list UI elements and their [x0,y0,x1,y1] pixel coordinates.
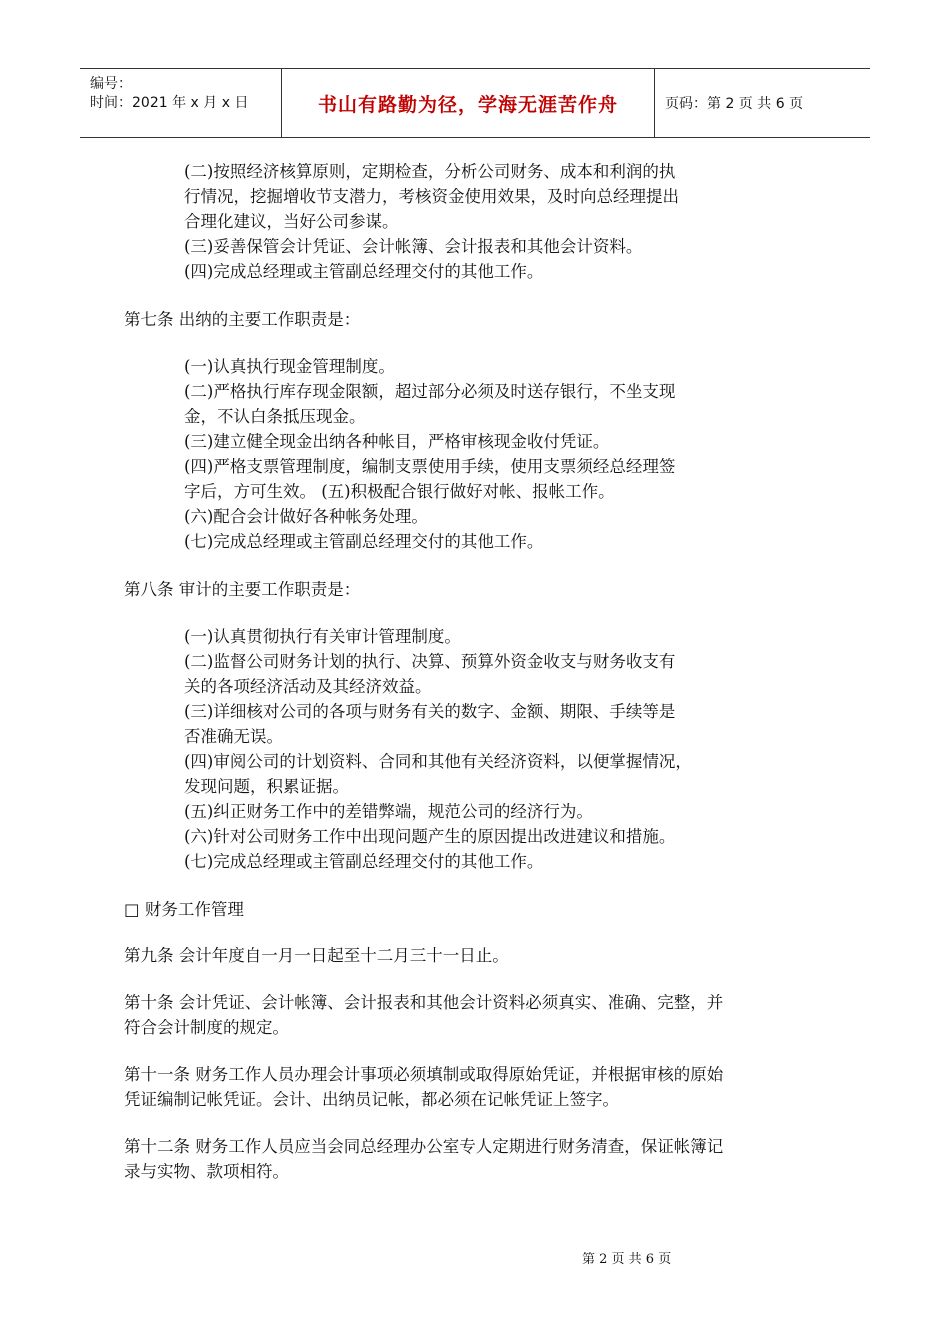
text-line: 否准确无误。 [184,727,283,746]
text-line: (五)纠正财务工作中的差错弊端，规范公司的经济行为。 [184,802,593,821]
article-paragraph: 第十条 会计凭证、会计帐簿、会计报表和其他会计资料必须真实、准确、完整，并 [124,993,724,1012]
text-line: (三)建立健全现金出纳各种帐目，严格审核现金收付凭证。 [184,432,610,451]
text-line: 符合会计制度的规定。 [124,1018,289,1037]
text-line: (六)配合会计做好各种帐务处理。 [184,507,428,526]
header-meta [80,69,282,137]
text-line: (七)完成总经理或主管副总经理交付的其他工作。 [184,852,544,871]
article-paragraph: 第十二条 财务工作人员应当会同总经理办公室专人定期进行财务清查，保证帐簿记 [124,1137,724,1156]
text-line: (三)妥善保管会计凭证、会计帐簿、会计报表和其他会计资料。 [184,237,643,256]
text-line: 关的各项经济活动及其经济效益。 [184,677,432,696]
document-number-label: 编号： [90,76,132,92]
text-line: (三)详细核对公司的各项与财务有关的数字、金额、期限、手续等是 [184,702,676,721]
page-footer: 第 2 页 共 6 页 [582,1252,672,1267]
text-line: 合理化建议，当好公司参谋。 [184,212,399,231]
text-line: 行情况，挖掘增收节支潜力，考核资金使用效果，及时向总经理提出 [184,187,679,206]
text-line: (六)针对公司财务工作中出现问题产生的原因提出改进建议和措施。 [184,827,676,846]
text-line: (二)按照经济核算原则，定期检查，分析公司财务、成本和利润的执 [184,162,676,181]
text-line: 字后，方可生效。 (五)积极配合银行做好对帐、报帐工作。 [184,482,615,501]
text-line: (四)完成总经理或主管副总经理交付的其他工作。 [184,262,544,281]
page-header [80,68,870,138]
text-line: (四)审阅公司的计划资料、合同和其他有关经济资料，以便掌握情况， [184,752,692,771]
document-time: 时间：2021 年 x 月 x 日 [90,95,249,111]
text-line: 发现问题，积累证据。 [184,777,349,796]
article-paragraph: 第九条 会计年度自一月一日起至十二月三十一日止。 [124,946,509,965]
text-line: (二)监督公司财务计划的执行、决算、预算外资金收支与财务收支有 [184,652,676,671]
article-heading: 第八条 审计的主要工作职责是： [124,580,361,599]
section-heading: □ 财务工作管理 [124,900,244,919]
text-line: (二)严格执行库存现金限额，超过部分必须及时送存银行，不坐支现 [184,382,676,401]
text-line: (一)认真贯彻执行有关审计管理制度。 [184,627,461,646]
text-line: 凭证编制记帐凭证。会计、出纳员记帐，都必须在记帐凭证上签字。 [124,1090,619,1109]
text-line: 录与实物、款项相符。 [124,1162,289,1181]
header-motto: 书山有路勤为径，学海无涯苦作舟 [282,69,655,137]
text-line: (一)认真执行现金管理制度。 [184,357,395,376]
text-line: (七)完成总经理或主管副总经理交付的其他工作。 [184,532,544,551]
article-paragraph: 第十一条 财务工作人员办理会计事项必须填制或取得原始凭证，并根据审核的原始 [124,1065,724,1084]
article-heading: 第七条 出纳的主要工作职责是： [124,310,361,329]
text-line: 金，不认白条抵压现金。 [184,407,366,426]
header-page-info: 页码：第 2 页 共 6 页 [665,96,804,112]
text-line: (四)严格支票管理制度，编制支票使用手续，使用支票须经总经理签 [184,457,676,476]
